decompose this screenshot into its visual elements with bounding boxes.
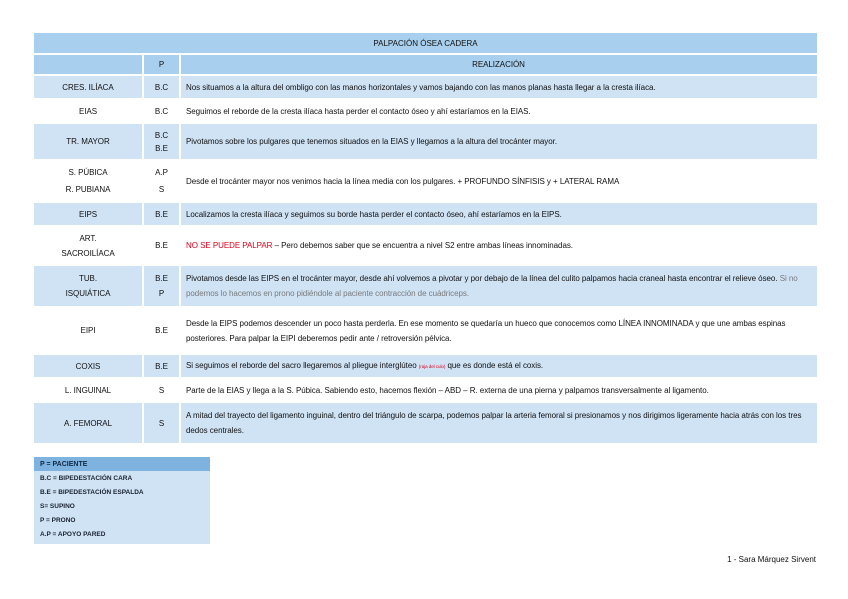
row-name-cell <box>34 266 142 306</box>
legend-item: S= SUPINO <box>40 503 75 510</box>
row-p-value: S <box>158 385 165 395</box>
row-p-value: B.E <box>155 274 168 283</box>
row-name-cell <box>34 161 142 201</box>
legend-title: P = PACIENTE <box>34 457 210 471</box>
row-name: ISQUIÁTICA <box>65 289 111 298</box>
row-name-cell <box>34 379 142 401</box>
warning-text: NO SE PUEDE PALPAR <box>186 241 273 250</box>
row-name: TR. MAYOR <box>66 137 110 146</box>
row-text-cell <box>181 161 817 201</box>
row-name-cell <box>34 403 142 443</box>
header-realizacion-label: REALIZACIÓN <box>472 60 525 69</box>
row-text: Pivotamos sobre los pulgares que tenemos situados en la EIAS y llegamos a la altura del trocánter mayor. <box>186 137 558 146</box>
row-name-cell <box>34 203 142 225</box>
row-name: TUB. <box>78 274 98 283</box>
row-text: Localizamos la cresta ilíaca y seguimos su borde hasta perder el contacto óseo, ahí estaríamos en la EIPS. <box>186 209 562 219</box>
row-p-value: B.E <box>155 241 168 250</box>
row-p-cell <box>144 379 179 401</box>
row-p-value: B.E <box>155 361 168 371</box>
row-p-cell <box>144 227 179 264</box>
legend-box <box>34 457 210 544</box>
row-name-cell <box>34 355 142 377</box>
table-row <box>34 308 817 353</box>
row-text-cell <box>181 100 817 122</box>
row-p-value: A.P <box>155 168 168 177</box>
table-row <box>34 227 817 264</box>
row-name: EIPS <box>78 209 98 219</box>
row-p-cell <box>144 203 179 225</box>
row-text: – Pero debemos saber que se encuentra a nivel S2 entre ambas líneas innominadas. <box>272 241 573 250</box>
row-p-value: B.C <box>154 130 169 140</box>
legend-item: A.P = APOYO PARED <box>40 531 106 538</box>
table-row <box>34 266 817 306</box>
row-text-cell <box>181 76 817 98</box>
row-text-cell <box>181 124 817 159</box>
header-p-cell <box>144 55 179 74</box>
row-name-cell <box>34 100 142 122</box>
row-name-cell <box>34 124 142 159</box>
row-p-value: B.E <box>155 326 168 335</box>
row-name: EIPI <box>80 326 96 335</box>
row-p-cell <box>144 308 179 353</box>
row-text: Seguimos el reborde de la cresta ilíaca hasta perder el contacto óseo y ahí estaríamos en la EIAS. <box>186 106 531 116</box>
row-name: COXIS <box>75 361 101 371</box>
row-text-cell <box>181 403 817 443</box>
table-row <box>34 76 817 98</box>
row-name: CRES. ILÍACA <box>62 82 114 92</box>
table-row <box>34 100 817 122</box>
row-p-cell <box>144 403 179 443</box>
header-row <box>34 55 817 74</box>
header-p-label: P <box>158 60 165 69</box>
row-text-cell <box>181 266 817 306</box>
table-row <box>34 379 817 401</box>
row-note: Si no podemos lo hacemos en prono pidiéndole al paciente contracción de cuádriceps. <box>186 274 798 298</box>
row-name: EIAS <box>78 106 98 116</box>
table-row <box>34 355 817 377</box>
table-title-text: PALPACIÓN ÓSEA CADERA <box>373 38 478 48</box>
legend-item: B.E = BIPEDESTACIÓN ESPALDA <box>40 489 144 496</box>
row-p-cell <box>144 355 179 377</box>
table-row <box>34 124 817 159</box>
row-text-cell <box>181 227 817 264</box>
row-p-cell <box>144 76 179 98</box>
header-realizacion-cell <box>181 55 817 74</box>
row-name-cell <box>34 227 142 264</box>
table-row <box>34 203 817 225</box>
row-p-value: B.C <box>154 82 169 92</box>
row-text: Desde el trocánter mayor nos venimos hacia la línea media con los pulgares. + PROFUNDO SÍNFISIS y + LATERAL RAMA <box>186 176 620 186</box>
row-name: S. PÚBICA <box>68 168 108 177</box>
row-p-value: B.E <box>155 143 168 153</box>
table-row <box>34 403 817 443</box>
row-text: que es donde está el coxis. <box>445 361 544 370</box>
row-text: Si seguimos el reborde del sacro llegaremos al pliegue interglúteo <box>186 361 419 370</box>
row-text: A mitad del trayecto del ligamento inguinal, dentro del triángulo de scarpa, podemos palpar la arteria femoral si presionamos y nos dirigimos ligeramente hacia atrás con los tres dedos centrales. <box>186 411 802 435</box>
row-text-cell <box>181 308 817 353</box>
row-p-value: S <box>158 418 165 428</box>
row-text: Pivotamos desde las EIPS en el trocánter mayor, desde ahí volvemos a pivotar y por debajo de la línea del culito palpamos hacia craneal hasta encontrar el relieve óseo. <box>186 274 778 283</box>
row-name-cell <box>34 76 142 98</box>
row-p-value: B.E <box>155 209 168 219</box>
row-p-cell <box>144 124 179 159</box>
row-p-cell <box>144 266 179 306</box>
row-name-cell <box>34 308 142 353</box>
row-name: A. FEMORAL <box>64 418 112 428</box>
table-row <box>34 161 817 201</box>
page-footer: 1 - Sara Márquez Sirvent <box>727 555 816 564</box>
row-p-cell <box>144 100 179 122</box>
row-text-cell <box>181 379 817 401</box>
row-p-cell <box>144 161 179 201</box>
row-text: Nos situamos a la altura del ombligo con las manos horizontales y vamos bajando con las manos planas hasta llegar a la cresta ilíaca. <box>186 82 656 92</box>
row-text: Parte de la EIAS y llega a la S. Púbica. Sabiendo esto, hacemos flexión – ABD – R. externa de una pierna y palpamos transversalmente al ligamento. <box>186 385 709 395</box>
row-tiny-note: (raja del culo) <box>418 364 446 369</box>
header-name-cell <box>34 55 142 74</box>
row-text: Desde la EIPS podemos descender un poco hasta perderla. En ese momento se quedaría un hueco que conocemos como LÍNEA INNOMINADA y que une ambas espinas posteriores. Para palpar la EIPI deberemos pedir ante / retroversión pélvica. <box>186 318 786 343</box>
row-p-value: P <box>158 289 165 298</box>
table-title <box>34 33 817 53</box>
row-name: L. INGUINAL <box>64 385 112 395</box>
row-text-cell <box>181 203 817 225</box>
row-text-cell <box>181 355 817 377</box>
row-p-value: B.C <box>154 106 169 116</box>
row-name: R. PUBIANA <box>65 185 111 194</box>
row-p-value: S <box>158 185 165 194</box>
row-name: ART. <box>79 233 97 243</box>
legend-item: P = PRONO <box>40 517 76 524</box>
legend-item: B.C = BIPEDESTACIÓN CARA <box>40 475 133 482</box>
row-name: SACROILÍACA <box>61 248 115 258</box>
